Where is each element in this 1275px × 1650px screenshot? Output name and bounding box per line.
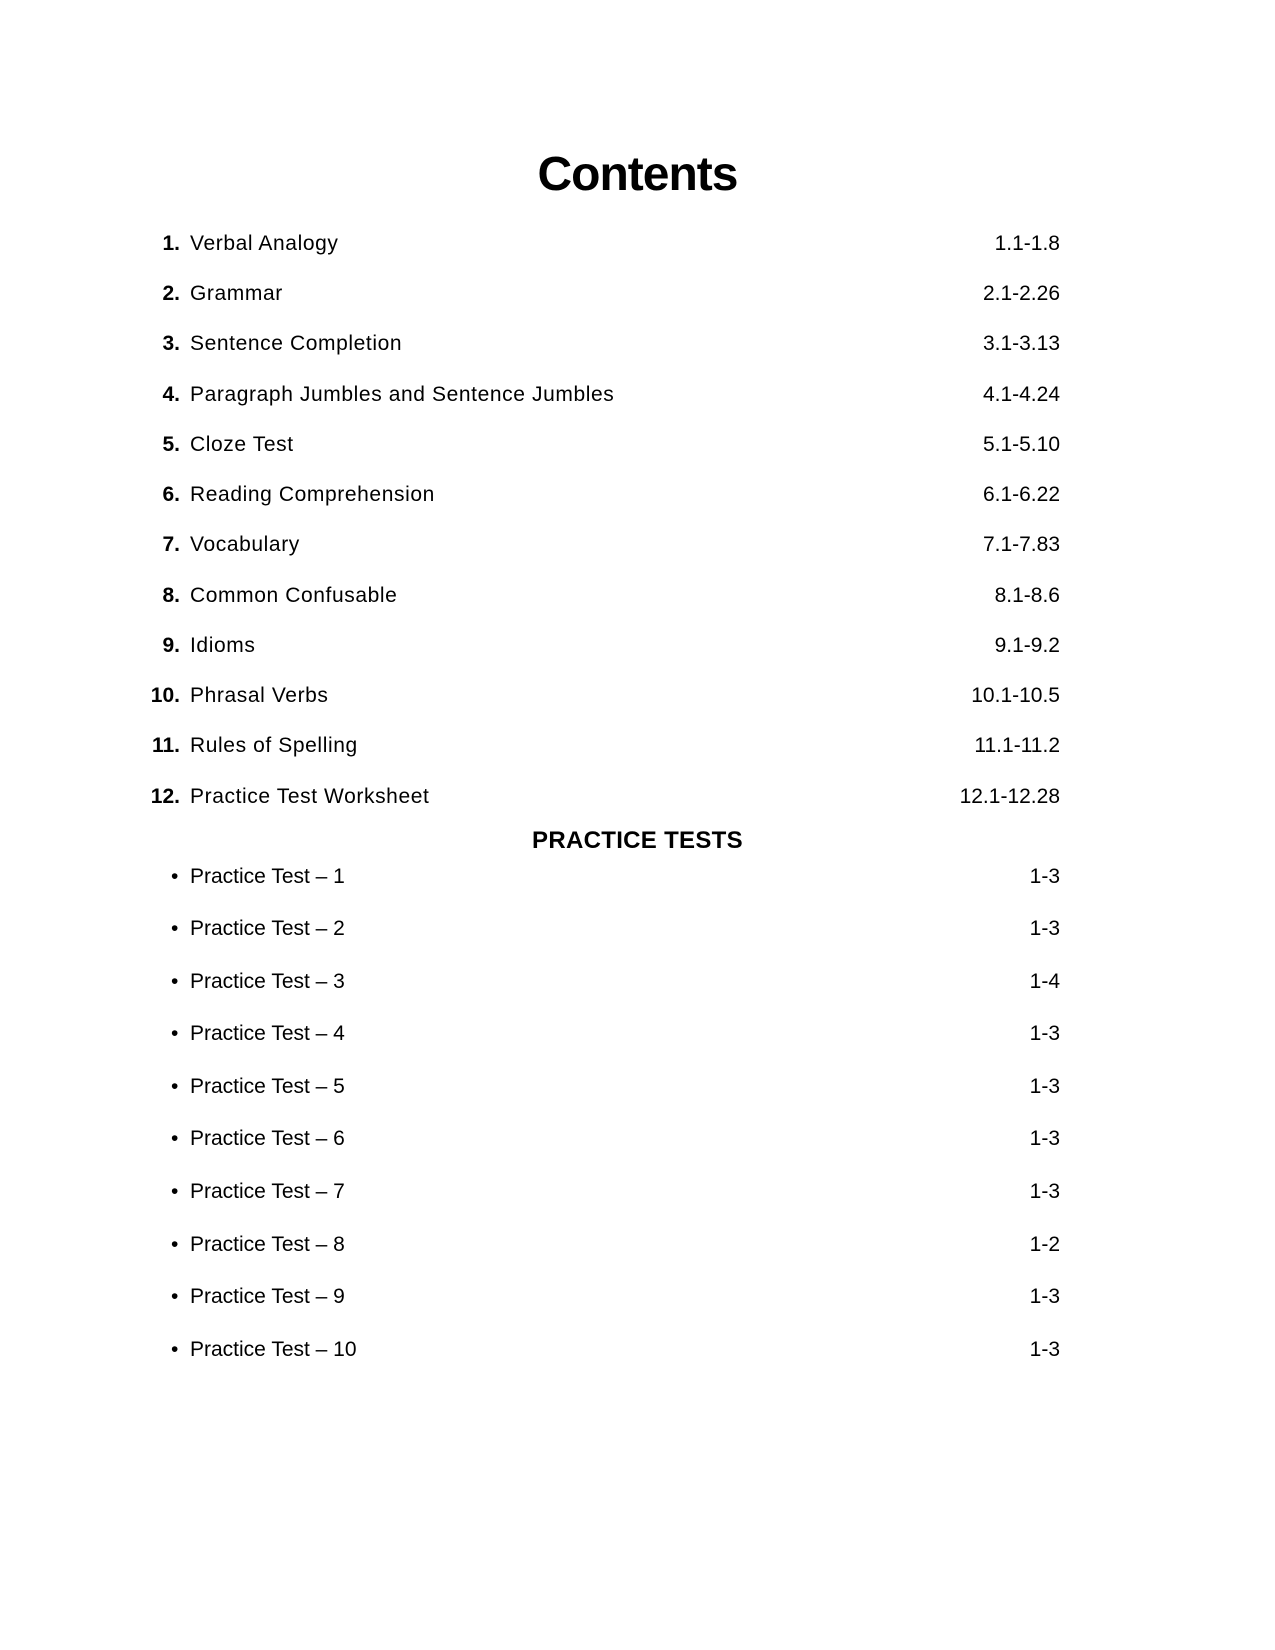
toc-entry-number: 7.: [162, 533, 180, 556]
toc-entry: [150, 781, 1060, 813]
bullet-icon: •: [171, 1022, 179, 1045]
toc-entry-title: Reading Comprehension: [190, 483, 435, 506]
toc-entry: [150, 630, 1060, 662]
practice-test-title: Practice Test – 8: [190, 1233, 345, 1256]
practice-test-pages: 1-3: [1029, 1338, 1060, 1361]
toc-entry-number: 8.: [162, 584, 180, 607]
practice-test-pages: 1-3: [1029, 865, 1060, 888]
toc-entry-number: 5.: [162, 433, 180, 456]
toc-entry: [150, 228, 1060, 260]
toc-entry-number: 6.: [162, 483, 180, 506]
bullet-icon: •: [171, 1075, 179, 1098]
toc-entry-title: Verbal Analogy: [190, 232, 339, 255]
practice-tests-heading: PRACTICE TESTS: [532, 827, 743, 854]
toc-entry-pages: 1.1-1.8: [994, 232, 1060, 255]
practice-test-entry: [150, 1229, 1060, 1261]
practice-test-entry: [150, 1071, 1060, 1103]
toc-entry: [150, 580, 1060, 612]
toc-entry-title: Rules of Spelling: [190, 734, 358, 757]
practice-test-entry: [150, 861, 1060, 893]
practice-test-title: Practice Test – 5: [190, 1075, 345, 1098]
toc-entry: [150, 680, 1060, 712]
toc-entry-pages: 2.1-2.26: [982, 282, 1060, 305]
practice-test-pages: 1-3: [1029, 917, 1060, 940]
practice-test-entry: [150, 1334, 1060, 1366]
toc-entry-number: 3.: [162, 332, 180, 355]
toc-entry-pages: 3.1-3.13: [982, 332, 1060, 355]
practice-test-pages: 1-4: [1029, 970, 1060, 993]
practice-test-title: Practice Test – 4: [190, 1022, 345, 1045]
toc-entry-title: Sentence Completion: [190, 332, 403, 355]
toc-entry-number: 11.: [151, 734, 180, 757]
practice-test-pages: 1-3: [1029, 1075, 1060, 1098]
toc-entry-pages: 10.1-10.5: [971, 684, 1060, 707]
toc-entry: [150, 379, 1060, 411]
practice-test-pages: 1-2: [1029, 1233, 1060, 1256]
toc-entry-title: Practice Test Worksheet: [190, 785, 430, 808]
toc-entry-number: 9.: [162, 634, 180, 657]
practice-test-entry: [150, 1176, 1060, 1208]
toc-entry: [150, 429, 1060, 461]
bullet-icon: •: [171, 1338, 179, 1361]
toc-entry: [150, 730, 1060, 762]
bullet-icon: •: [171, 1285, 179, 1308]
toc-entry-number: 1.: [162, 232, 180, 255]
practice-test-title: Practice Test – 1: [190, 865, 345, 888]
toc-entry-pages: 7.1-7.83: [982, 533, 1060, 556]
toc-entry-pages: 8.1-8.6: [994, 584, 1060, 607]
toc-entry-title: Vocabulary: [190, 533, 300, 556]
toc-entry-number: 2.: [162, 282, 180, 305]
toc-entry: [150, 278, 1060, 310]
practice-test-entry: [150, 966, 1060, 998]
toc-entry-title: Paragraph Jumbles and Sentence Jumbles: [190, 383, 615, 406]
bullet-icon: •: [171, 970, 179, 993]
bullet-icon: •: [171, 917, 179, 940]
toc-entry: [150, 529, 1060, 561]
practice-test-entry: [150, 1018, 1060, 1050]
toc-entry-title: Idioms: [190, 634, 256, 657]
practice-test-entry: [150, 1123, 1060, 1155]
practice-test-title: Practice Test – 9: [190, 1285, 345, 1308]
practice-test-entry: [150, 1281, 1060, 1313]
bullet-icon: •: [171, 865, 179, 888]
practice-test-title: Practice Test – 10: [190, 1338, 357, 1361]
practice-test-title: Practice Test – 3: [190, 970, 345, 993]
toc-entry-title: Cloze Test: [190, 433, 294, 456]
practice-test-title: Practice Test – 7: [190, 1180, 345, 1203]
toc-entry-number: 12.: [150, 785, 180, 808]
practice-test-pages: 1-3: [1029, 1180, 1060, 1203]
toc-entry: [150, 328, 1060, 360]
toc-entry: [150, 479, 1060, 511]
practice-test-title: Practice Test – 6: [190, 1127, 345, 1150]
bullet-icon: •: [171, 1233, 179, 1256]
toc-entry-title: Phrasal Verbs: [190, 684, 329, 707]
page-title: Contents: [537, 148, 738, 201]
bullet-icon: •: [171, 1180, 179, 1203]
practice-test-entry: [150, 913, 1060, 945]
practice-test-title: Practice Test – 2: [190, 917, 345, 940]
toc-entry-pages: 6.1-6.22: [982, 483, 1060, 506]
toc-entry-pages: 4.1-4.24: [982, 383, 1060, 406]
bullet-icon: •: [171, 1127, 179, 1150]
practice-test-pages: 1-3: [1029, 1022, 1060, 1045]
toc-entry-pages: 11.1-11.2: [974, 734, 1060, 757]
toc-entry-number: 10.: [150, 684, 180, 707]
toc-entry-pages: 9.1-9.2: [994, 634, 1060, 657]
toc-entry-title: Grammar: [190, 282, 283, 305]
practice-test-pages: 1-3: [1029, 1127, 1060, 1150]
toc-entry-pages: 5.1-5.10: [982, 433, 1060, 456]
practice-test-pages: 1-3: [1029, 1285, 1060, 1308]
toc-entry-title: Common Confusable: [190, 584, 398, 607]
toc-entry-number: 4.: [162, 383, 180, 406]
toc-entry-pages: 12.1-12.28: [959, 785, 1060, 808]
